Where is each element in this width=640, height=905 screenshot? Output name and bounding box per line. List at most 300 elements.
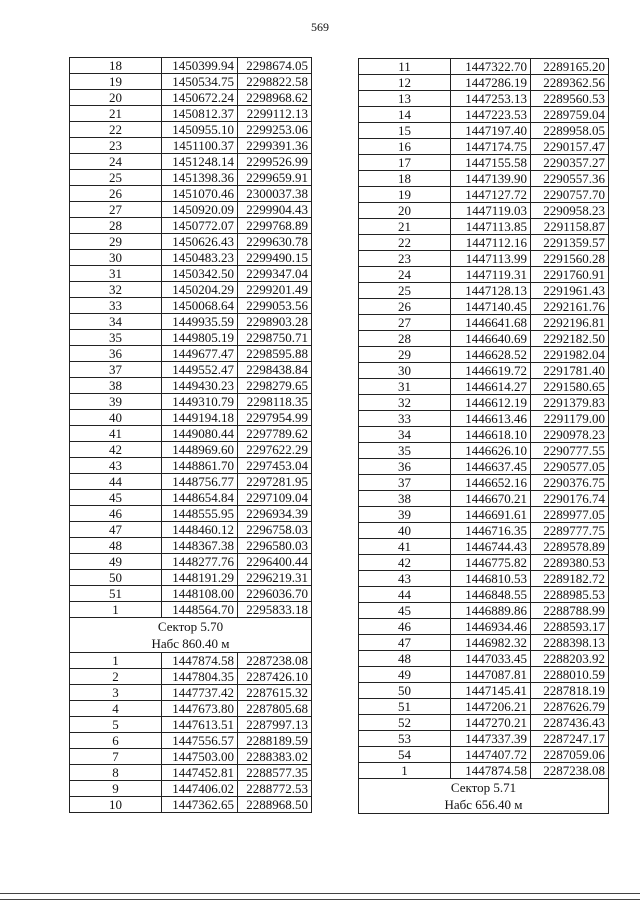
table-row: [70, 74, 312, 90]
coordinate-x: 1450812.37: [162, 106, 238, 122]
table-row: [359, 59, 609, 75]
coordinate-y: 2291158.87: [531, 219, 609, 235]
table-row: [359, 299, 609, 315]
coordinate-x: 1450204.29: [162, 282, 238, 298]
coordinate-y: 2296934.39: [238, 506, 312, 522]
table-row: [70, 701, 312, 717]
coordinate-x: 1449935.59: [162, 314, 238, 330]
point-number: 40: [359, 523, 451, 539]
coordinate-y: 2288772.53: [238, 781, 312, 797]
coordinate-x: 1446716.35: [451, 523, 531, 539]
table-row: [70, 685, 312, 701]
table-row: [359, 379, 609, 395]
coordinate-y: 2287238.08: [531, 763, 609, 779]
table-row: [70, 458, 312, 474]
table-row: [359, 683, 609, 699]
table-row: [70, 797, 312, 813]
coordinate-x: 1447139.90: [451, 171, 531, 187]
coordinate-y: 2299201.49: [238, 282, 312, 298]
point-number: 28: [359, 331, 451, 347]
point-number: 4: [70, 701, 162, 717]
point-number: 37: [70, 362, 162, 378]
coordinate-x: 1447322.70: [451, 59, 531, 75]
table-row: [70, 218, 312, 234]
coordinate-x: 1447270.21: [451, 715, 531, 731]
table-row: [359, 619, 609, 635]
point-number: 31: [359, 379, 451, 395]
coordinate-y: 2291560.28: [531, 251, 609, 267]
coordinate-x: 1447113.85: [451, 219, 531, 235]
table-row: [359, 395, 609, 411]
point-number: 9: [70, 781, 162, 797]
table-row: [359, 187, 609, 203]
point-number: 1: [359, 763, 451, 779]
table-row: [359, 635, 609, 651]
coordinate-y: 2287615.32: [238, 685, 312, 701]
coordinate-x: 1447155.58: [451, 155, 531, 171]
point-number: 20: [70, 90, 162, 106]
coordinate-y: 2288593.17: [531, 619, 609, 635]
coordinate-y: 2299391.36: [238, 138, 312, 154]
coordinate-y: 2288203.92: [531, 651, 609, 667]
coordinate-x: 1447337.39: [451, 731, 531, 747]
coordinate-x: 1447113.99: [451, 251, 531, 267]
coordinate-y: 2299112.13: [238, 106, 312, 122]
table-row: [70, 298, 312, 314]
coordinate-y: 2299659.91: [238, 170, 312, 186]
point-number: 22: [70, 122, 162, 138]
sector-title: Сектор 5.71: [450, 780, 517, 795]
point-number: 23: [359, 251, 451, 267]
coordinate-x: 1447087.81: [451, 667, 531, 683]
coordinate-x: 1446982.32: [451, 635, 531, 651]
point-number: 19: [359, 187, 451, 203]
coordinate-x: 1450399.94: [162, 58, 238, 74]
table-row: [359, 747, 609, 763]
table-row: [70, 314, 312, 330]
coordinate-x: 1449080.44: [162, 426, 238, 442]
point-number: 37: [359, 475, 451, 491]
point-number: 24: [359, 267, 451, 283]
coordinate-y: 2290176.74: [531, 491, 609, 507]
coordinate-y: 2288189.59: [238, 733, 312, 749]
point-number: 43: [70, 458, 162, 474]
coordinate-y: 2299630.78: [238, 234, 312, 250]
point-number: 44: [70, 474, 162, 490]
coordinate-x: 1446670.21: [451, 491, 531, 507]
point-number: 18: [70, 58, 162, 74]
point-number: 15: [359, 123, 451, 139]
table-row: [359, 155, 609, 171]
coordinate-y: 2291982.04: [531, 347, 609, 363]
coordinate-y: 2289777.75: [531, 523, 609, 539]
coordinate-y: 2298822.58: [238, 74, 312, 90]
coordinate-x: 1448555.95: [162, 506, 238, 522]
point-number: 34: [359, 427, 451, 443]
sector-height: Набс 656.40 м: [444, 797, 523, 812]
coordinate-y: 2299904.43: [238, 202, 312, 218]
coordinate-x: 1447613.51: [162, 717, 238, 733]
coordinate-x: 1446619.72: [451, 363, 531, 379]
table-row: [359, 539, 609, 555]
table-row: [359, 347, 609, 363]
coordinate-y: 2287436.43: [531, 715, 609, 731]
point-number: 41: [359, 539, 451, 555]
coordinate-y: 2290357.27: [531, 155, 609, 171]
table-row: [70, 765, 312, 781]
coordinate-y: 2289759.04: [531, 107, 609, 123]
coordinate-x: 1449310.79: [162, 394, 238, 410]
coordinate-y: 2290557.36: [531, 171, 609, 187]
point-number: 46: [70, 506, 162, 522]
coordinate-y: 2297109.04: [238, 490, 312, 506]
coordinate-x: 1448969.60: [162, 442, 238, 458]
table-row: [70, 570, 312, 586]
point-number: 45: [359, 603, 451, 619]
coordinate-x: 1446614.27: [451, 379, 531, 395]
coordinate-y: 2298674.05: [238, 58, 312, 74]
point-number: 45: [70, 490, 162, 506]
table-row: [359, 411, 609, 427]
coordinate-x: 1447140.45: [451, 299, 531, 315]
coordinate-y: 2290757.70: [531, 187, 609, 203]
table-row: [359, 571, 609, 587]
table-row: [359, 267, 609, 283]
coordinate-x: 1447503.00: [162, 749, 238, 765]
point-number: 19: [70, 74, 162, 90]
coordinate-x: 1447673.80: [162, 701, 238, 717]
table-row: [70, 170, 312, 186]
coordinate-x: 1450626.43: [162, 234, 238, 250]
table-row: [70, 266, 312, 282]
point-number: 21: [359, 219, 451, 235]
coordinate-x: 1449552.47: [162, 362, 238, 378]
table-row: [359, 763, 609, 779]
table-row: [70, 202, 312, 218]
coordinate-x: 1446612.19: [451, 395, 531, 411]
table-row: [359, 507, 609, 523]
point-number: 18: [359, 171, 451, 187]
coordinate-y: 2292196.81: [531, 315, 609, 331]
table-row: [359, 171, 609, 187]
point-number: 22: [359, 235, 451, 251]
point-number: 12: [359, 75, 451, 91]
point-number: 8: [70, 765, 162, 781]
coordinate-x: 1449677.47: [162, 346, 238, 362]
point-number: 32: [359, 395, 451, 411]
table-row: [70, 669, 312, 685]
coordinate-y: 2291760.91: [531, 267, 609, 283]
coordinate-y: 2292182.50: [531, 331, 609, 347]
table-row: [70, 749, 312, 765]
coordinate-y: 2288985.53: [531, 587, 609, 603]
coordinate-y: 2299053.56: [238, 298, 312, 314]
point-number: 35: [359, 443, 451, 459]
point-number: 39: [359, 507, 451, 523]
table-row: [70, 717, 312, 733]
coordinate-x: 1446691.61: [451, 507, 531, 523]
coordinates-table-left: [69, 57, 312, 813]
table-row: [70, 506, 312, 522]
coordinate-x: 1446810.53: [451, 571, 531, 587]
table-row: [359, 475, 609, 491]
table-row: [70, 522, 312, 538]
coordinate-y: 2290157.47: [531, 139, 609, 155]
coordinate-y: 2297789.62: [238, 426, 312, 442]
coordinate-x: 1447804.35: [162, 669, 238, 685]
coordinate-y: 2288383.02: [238, 749, 312, 765]
coordinate-x: 1450342.50: [162, 266, 238, 282]
coordinate-x: 1446618.10: [451, 427, 531, 443]
coordinate-y: 2297622.29: [238, 442, 312, 458]
point-number: 16: [359, 139, 451, 155]
coordinate-y: 2289958.05: [531, 123, 609, 139]
table-row: [70, 781, 312, 797]
coordinate-x: 1446640.69: [451, 331, 531, 347]
coordinate-x: 1451100.37: [162, 138, 238, 154]
coordinate-x: 1446641.68: [451, 315, 531, 331]
table-row: [70, 122, 312, 138]
coordinate-y: 2289578.89: [531, 539, 609, 555]
coordinate-y: 2287247.17: [531, 731, 609, 747]
coordinate-x: 1451070.46: [162, 186, 238, 202]
coordinate-y: 2288577.35: [238, 765, 312, 781]
coordinate-x: 1448654.84: [162, 490, 238, 506]
point-number: 49: [359, 667, 451, 683]
table-row: [359, 363, 609, 379]
point-number: 1: [70, 653, 162, 669]
coordinate-x: 1447407.72: [451, 747, 531, 763]
point-number: 33: [70, 298, 162, 314]
table-row: [70, 346, 312, 362]
coordinate-x: 1447119.31: [451, 267, 531, 283]
coordinate-x: 1447556.57: [162, 733, 238, 749]
point-number: 38: [359, 491, 451, 507]
point-number: 5: [70, 717, 162, 733]
point-number: 40: [70, 410, 162, 426]
table-row: [359, 555, 609, 571]
point-number: 11: [359, 59, 451, 75]
point-number: 13: [359, 91, 451, 107]
table-row: [359, 219, 609, 235]
point-number: 1: [70, 602, 162, 618]
coordinate-y: 2299768.89: [238, 218, 312, 234]
coordinate-y: 2291781.40: [531, 363, 609, 379]
point-number: 33: [359, 411, 451, 427]
coordinates-table-right: [358, 58, 609, 814]
table-row: [70, 554, 312, 570]
point-number: 32: [70, 282, 162, 298]
table-row: [70, 378, 312, 394]
point-number: 26: [359, 299, 451, 315]
coordinate-y: 2289165.20: [531, 59, 609, 75]
coordinate-y: 2287238.08: [238, 653, 312, 669]
coordinate-y: 2291179.00: [531, 411, 609, 427]
coordinate-x: 1446934.46: [451, 619, 531, 635]
table-row: [70, 186, 312, 202]
coordinate-y: 2292161.76: [531, 299, 609, 315]
coordinate-x: 1447286.19: [451, 75, 531, 91]
table-row: [359, 251, 609, 267]
table-row: [70, 410, 312, 426]
point-number: 35: [70, 330, 162, 346]
bottom-rule: [0, 899, 640, 900]
point-number: 2: [70, 669, 162, 685]
coordinate-x: 1447127.72: [451, 187, 531, 203]
coordinate-x: 1448191.29: [162, 570, 238, 586]
coordinate-y: 2300037.38: [238, 186, 312, 202]
coordinate-y: 2288968.50: [238, 797, 312, 813]
table-row: [359, 587, 609, 603]
table-row: [70, 362, 312, 378]
coordinate-y: 2298118.35: [238, 394, 312, 410]
coordinate-x: 1446889.86: [451, 603, 531, 619]
table-row: [359, 75, 609, 91]
coordinate-y: 2290958.23: [531, 203, 609, 219]
point-number: 43: [359, 571, 451, 587]
table-row: [359, 331, 609, 347]
coordinate-x: 1447206.21: [451, 699, 531, 715]
point-number: 31: [70, 266, 162, 282]
point-number: 50: [70, 570, 162, 586]
table-row: [359, 235, 609, 251]
table-row: [359, 459, 609, 475]
coordinate-x: 1447874.58: [451, 763, 531, 779]
table-row: [359, 667, 609, 683]
point-number: 47: [359, 635, 451, 651]
coordinate-x: 1448460.12: [162, 522, 238, 538]
point-number: 25: [70, 170, 162, 186]
coordinate-x: 1447874.58: [162, 653, 238, 669]
point-number: 29: [359, 347, 451, 363]
coordinate-x: 1450920.09: [162, 202, 238, 218]
coordinate-x: 1446626.10: [451, 443, 531, 459]
coordinate-y: 2297954.99: [238, 410, 312, 426]
point-number: 51: [359, 699, 451, 715]
coordinate-x: 1448277.76: [162, 554, 238, 570]
table-row: [70, 733, 312, 749]
coordinate-y: 2296580.03: [238, 538, 312, 554]
coordinate-x: 1446775.82: [451, 555, 531, 571]
table-row: [359, 427, 609, 443]
coordinate-y: 2299347.04: [238, 266, 312, 282]
coordinate-x: 1450534.75: [162, 74, 238, 90]
coordinate-y: 2298438.84: [238, 362, 312, 378]
coordinate-y: 2288010.59: [531, 667, 609, 683]
table-row: [359, 315, 609, 331]
coordinate-x: 1447174.75: [451, 139, 531, 155]
point-number: 27: [359, 315, 451, 331]
point-number: 47: [70, 522, 162, 538]
coordinate-y: 2298279.65: [238, 378, 312, 394]
table-row: [70, 90, 312, 106]
coordinate-y: 2299253.06: [238, 122, 312, 138]
point-number: 25: [359, 283, 451, 299]
point-number: 53: [359, 731, 451, 747]
coordinate-y: 2299490.15: [238, 250, 312, 266]
table-row: [359, 651, 609, 667]
coordinate-y: 2290978.23: [531, 427, 609, 443]
coordinate-x: 1447128.13: [451, 283, 531, 299]
coordinate-x: 1446744.43: [451, 539, 531, 555]
coordinate-y: 2295833.18: [238, 602, 312, 618]
coordinate-x: 1451248.14: [162, 154, 238, 170]
table-row: [70, 490, 312, 506]
point-number: 54: [359, 747, 451, 763]
coordinate-y: 2287997.13: [238, 717, 312, 733]
coordinate-y: 2289182.72: [531, 571, 609, 587]
sector-header-row: [359, 779, 609, 814]
coordinate-y: 2290777.55: [531, 443, 609, 459]
coordinate-y: 2296036.70: [238, 586, 312, 602]
coordinate-y: 2291359.57: [531, 235, 609, 251]
coordinate-x: 1447253.13: [451, 91, 531, 107]
coordinate-y: 2291379.83: [531, 395, 609, 411]
coordinate-x: 1450068.64: [162, 298, 238, 314]
coordinate-x: 1447223.53: [451, 107, 531, 123]
table-row: [70, 538, 312, 554]
point-number: 34: [70, 314, 162, 330]
point-number: 27: [70, 202, 162, 218]
coordinate-y: 2288788.99: [531, 603, 609, 619]
table-row: [359, 203, 609, 219]
point-number: 36: [70, 346, 162, 362]
point-number: 42: [70, 442, 162, 458]
coordinate-x: 1450955.10: [162, 122, 238, 138]
table-row: [70, 586, 312, 602]
coordinate-x: 1447737.42: [162, 685, 238, 701]
point-number: 14: [359, 107, 451, 123]
table-row: [359, 139, 609, 155]
coordinate-y: 2299526.99: [238, 154, 312, 170]
coordinate-y: 2291961.43: [531, 283, 609, 299]
table-row: [359, 91, 609, 107]
coordinate-y: 2289362.56: [531, 75, 609, 91]
table-row: [70, 330, 312, 346]
coordinate-x: 1448108.00: [162, 586, 238, 602]
point-number: 3: [70, 685, 162, 701]
table-row: [70, 394, 312, 410]
point-number: 6: [70, 733, 162, 749]
point-number: 42: [359, 555, 451, 571]
sector-header-row: [70, 618, 312, 653]
table-row: [70, 653, 312, 669]
coordinate-y: 2291580.65: [531, 379, 609, 395]
coordinate-x: 1447145.41: [451, 683, 531, 699]
coordinate-y: 2298750.71: [238, 330, 312, 346]
point-number: 20: [359, 203, 451, 219]
table-row: [70, 442, 312, 458]
table-row: [359, 283, 609, 299]
point-number: 48: [70, 538, 162, 554]
coordinate-y: 2287805.68: [238, 701, 312, 717]
coordinate-y: 2289977.05: [531, 507, 609, 523]
table-row: [359, 107, 609, 123]
coordinate-x: 1448564.70: [162, 602, 238, 618]
coordinate-y: 2287426.10: [238, 669, 312, 685]
coordinate-y: 2290577.05: [531, 459, 609, 475]
point-number: 49: [70, 554, 162, 570]
coordinate-y: 2287626.79: [531, 699, 609, 715]
point-number: 41: [70, 426, 162, 442]
coordinate-x: 1450772.07: [162, 218, 238, 234]
coordinate-y: 2298595.88: [238, 346, 312, 362]
point-number: 44: [359, 587, 451, 603]
table-row: [70, 602, 312, 618]
table-row: [70, 426, 312, 442]
coordinate-x: 1450672.24: [162, 90, 238, 106]
point-number: 21: [70, 106, 162, 122]
